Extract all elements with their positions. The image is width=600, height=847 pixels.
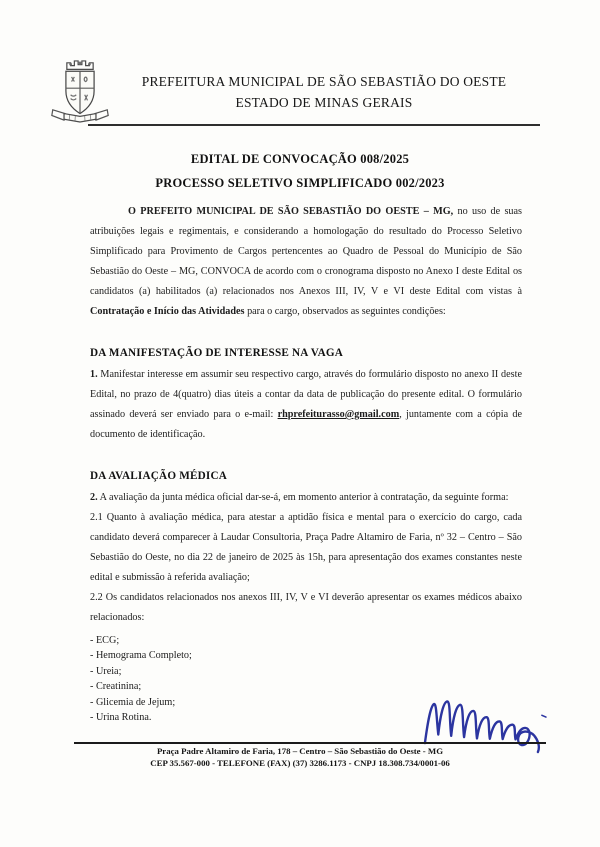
item-2-paragraph [90, 488, 522, 508]
header-divider [88, 124, 540, 126]
letterhead [0, 71, 600, 113]
item-1-number: 1. [90, 369, 98, 380]
header-org-name: PREFEITURA MUNICIPAL DE SÃO SEBASTIÃO DO OESTE [141, 74, 507, 89]
item-2-2-paragraph: 2.2 Os candidatos relacionados nos anexos III, IV, V e VI deverão apresentar os exames médicos abaixo relacionados: [90, 592, 522, 623]
item-2-number: 2. [90, 492, 98, 503]
footer-divider [74, 742, 546, 744]
intro-text: no uso de suas atribuições legais e regimentais, e considerando a homologação do resultado do Processo Seletivo Simplificado para Provimento de Cargos pertencentes ao Quadro de Pessoal do Município de São Sebastião do Oeste – MG, CONVOCA de acordo com o cronograma disposto no Anexo I deste Edital os candidatos (a) habilitados (a) relacionados nos Anexos III, IV, V e VI deste Edital com vistas à [90, 206, 523, 297]
footer-address: Praça Padre Altamiro de Faria, 178 – Centro – São Sebastião do Oeste - MG [156, 746, 444, 756]
exam-item-ureia: - Ureia; [90, 665, 122, 677]
exam-item-urina: - Urina Rotina. [90, 712, 152, 724]
email-link[interactable]: rhprefeiturasso@gmail.com [277, 409, 400, 420]
footer-contact: CEP 35.567-000 - TELEFONE (FAX) (37) 3286.1173 - CNPJ 18.308.734/0001-06 [150, 757, 450, 768]
item-1-text: Manifestar interesse em assumir seu respectivo cargo, através do formulário disposto no anexo II deste Edital, no prazo de 4(quatro) dias úteis a contar da data de publicação do presente edital. O formulário assinado deverá ser enviado para o e-mail: [90, 369, 522, 420]
intro-lead-bold: O PREFEITO MUNICIPAL DE SÃO SEBASTIÃO DO OESTE – MG, [128, 206, 454, 217]
section-heading-avaliacao: DA AVALIAÇÃO MÉDICA [90, 470, 228, 482]
document-title [0, 147, 600, 195]
exam-item-creatinina: - Creatinina; [90, 681, 142, 693]
footer [0, 746, 600, 769]
item-1-tail: , juntamente com a cópia de documento de identificação. [90, 409, 522, 440]
exam-item-glicemia: - Glicemia de Jejum; [90, 696, 176, 708]
item-2-1-paragraph: 2.1 Quanto à avaliação médica, para atestar a aptidão física e mental para o exercício do cargo, cada candidato deverá comparecer à Laudar Consultoria, Praça Padre Altamiro de Faria, nº 32 – Centro – São Sebastião do Oeste, no dia 22 de janeiro de 2025 às 15h, para apresentação dos exames constantes neste edital e submissão à referida avaliação; [90, 512, 522, 583]
item-1-paragraph [90, 365, 522, 445]
intro-tail: para o cargo, observados as seguintes condições: [244, 306, 446, 317]
exam-item-ecg: - ECG; [90, 635, 120, 646]
intro-contratacao-bold: Contratação e Início das Atividades [90, 306, 245, 317]
section-heading-manifestacao: DA MANIFESTAÇÃO DE INTERESSE NA VAGA [90, 347, 344, 359]
exam-item-hemograma: - Hemograma Completo; [90, 650, 192, 662]
intro-paragraph [90, 202, 522, 322]
item-2-text: A avaliação da junta médica oficial dar-se-á, em momento anterior à contratação, da seguinte forma: [97, 492, 509, 503]
document-body [90, 202, 522, 725]
processo-title: PROCESSO SELETIVO SIMPLIFICADO 002/2023 [155, 176, 445, 190]
edital-title: EDITAL DE CONVOCAÇÃO 008/2025 [190, 152, 410, 166]
header-state-name: ESTADO DE MINAS GERAIS [235, 95, 413, 110]
